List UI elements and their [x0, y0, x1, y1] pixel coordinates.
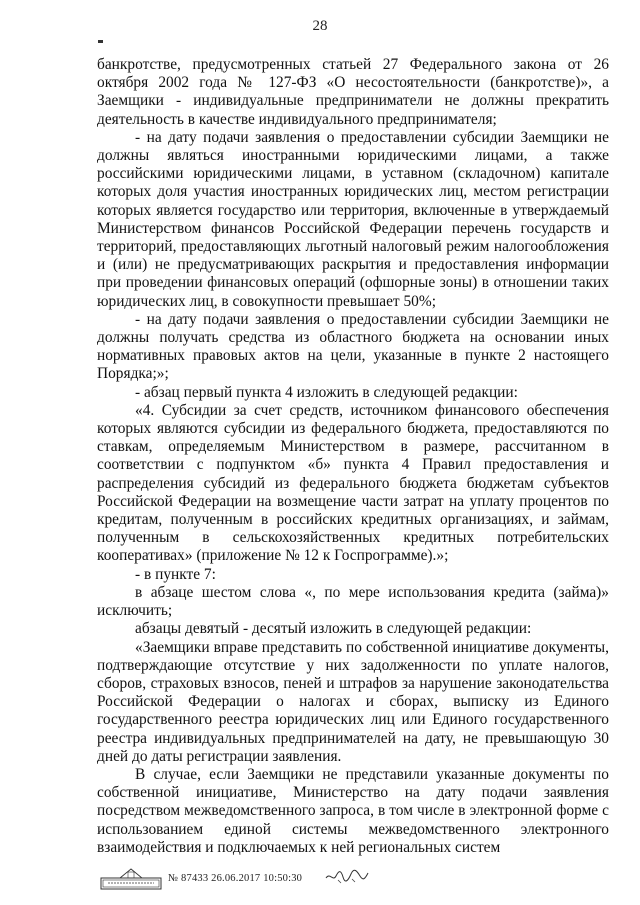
registry-seal-icon [100, 866, 162, 890]
paragraph: «Заемщики вправе представить по собственной инициативе документы, подтверждающие отсутствие у них задолженности по уплате налогов, сборов, страховых взносов, пеней и штрафов за нарушение законодательства Российской Федерации о налогах и сборах, выписку из Единого государственного реестра юридических лиц или Единого государственного реестра индивидуальных предпринимателей на дату, не превышающую 30 дней до даты регистрации заявления. [97, 638, 609, 765]
paragraph: - абзац первый пункта 4 изложить в следующей редакции: [135, 383, 518, 401]
paragraph: абзацы девятый - десятый изложить в следующей редакции: [135, 620, 532, 638]
paragraph: - на дату подачи заявления о предоставлении субсидии Заемщики не должны являться иностранными юридическими лицами, а также российскими юридическими лицами, в уставном (складочном) капитале которых доля участия иностранных юридических лиц, местом регистрации которых является государство или территория, включенные в утверждаемый Министерством финансов Российской Федерации перечень государств и территорий, предоставляющих льготный налоговый режим налогообложения и (или) не предусматривающих раскрытия и предоставления информации при проведении финансовых операций (офшорные зоны) в отношении таких юридических лиц, в совокупности превышает 50%; [97, 128, 609, 310]
paragraph: «4. Субсидии за счет средств, источником финансового обеспечения которых являются субсидии из федерального бюджета, предоставляются по ставкам, определяемым Министерством в размере, рассчитанном в соответствии с подпунктом «б» пункта 4 Правил предоставления и распределения субсидий из федерального бюджета бюджетам субъектов Российской Федерации на возмещение части затрат на уплату процентов по кредитам, полученным в российских кредитных организациях, и займам, полученным в сельскохозяйственных кредитных потребительских кооперативах» (приложение № 12 к Госпрограмме).»; [97, 401, 609, 565]
page-number: 28 [312, 18, 328, 34]
paragraph: - на дату подачи заявления о предоставлении субсидии Заемщики не должны получать средства из областного бюджета на основании иных нормативных правовых актов на цели, указанные в пункте 2 настоящего Порядка;»; [97, 310, 609, 383]
document-body [97, 56, 609, 857]
paragraph: - в пункте 7: [135, 565, 216, 583]
paragraph: банкротстве, предусмотренных статьей 27 Федерального закона от 26 октября 2002 года № 127-ФЗ «О несостоятельности (банкротстве)», а Заемщики - индивидуальные предприниматели не должны прекратить деятельность в качестве индивидуального предпринимателя; [97, 56, 609, 128]
paragraph: В случае, если Заемщики не представили указанные документы по собственной инициативе, Министерство на дату подачи заявления посредством межведомственного запроса, в том числе в электронной форме с использованием единой системы межведомственного электронного взаимодействия и подключаемых к ней региональных систем [97, 765, 609, 856]
document-footer [100, 866, 302, 890]
document-registration-id: № 87433 26.06.2017 10:50:30 [168, 872, 303, 884]
scan-mark [98, 40, 103, 43]
signature-icon [324, 864, 370, 886]
paragraph: в абзаце шестом слова «, по мере использования кредита (займа)» исключить; [97, 583, 609, 620]
